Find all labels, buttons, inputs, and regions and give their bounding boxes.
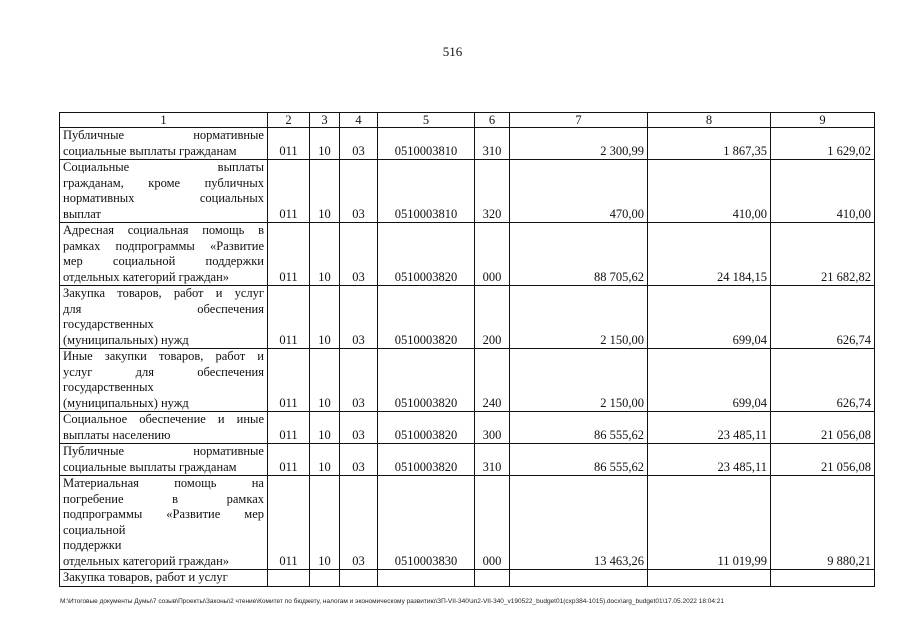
cell-c4: 03 [340, 412, 378, 444]
column-header: 9 [771, 113, 875, 128]
cell-c9: 21 682,82 [771, 223, 875, 286]
cell-c3: 10 [310, 349, 340, 412]
cell-c7: 13 463,26 [510, 476, 648, 570]
row-name-line: гражданам, кроме публичных [63, 175, 264, 190]
row-name-line: социальной [63, 522, 126, 537]
cell-c6: 310 [475, 128, 510, 160]
cell-c3 [310, 570, 340, 587]
row-name-cell [60, 128, 268, 160]
cell-c8: 23 485,11 [648, 444, 771, 476]
row-name-line: для обеспечения [63, 301, 264, 316]
row-name-line: государственных [63, 380, 154, 394]
cell-c6: 000 [475, 476, 510, 570]
column-header: 1 [60, 113, 268, 128]
cell-c7: 2 150,00 [510, 349, 648, 412]
cell-c7: 2 150,00 [510, 286, 648, 349]
cell-c9: 1 629,02 [771, 128, 875, 160]
row-name-line: Социальные выплаты [63, 160, 264, 174]
column-header: 8 [648, 113, 771, 128]
cell-c9: 626,74 [771, 286, 875, 349]
column-header: 3 [310, 113, 340, 128]
cell-c2: 011 [268, 223, 310, 286]
row-name-line: Закупка товаров, работ и услуг [63, 570, 228, 584]
cell-c8: 24 184,15 [648, 223, 771, 286]
row-name-line: Материальная помощь на [63, 476, 264, 490]
cell-c4: 03 [340, 444, 378, 476]
cell-c6: 000 [475, 223, 510, 286]
cell-c5: 0510003820 [378, 412, 475, 444]
cell-c8: 410,00 [648, 160, 771, 223]
row-name-line: поддержки [63, 538, 122, 552]
cell-c9: 410,00 [771, 160, 875, 223]
row-name-line: услуг для обеспечения [63, 364, 264, 379]
row-name-cell [60, 444, 268, 476]
cell-c6: 240 [475, 349, 510, 412]
cell-c2: 011 [268, 444, 310, 476]
cell-c8: 1 867,35 [648, 128, 771, 160]
row-name-cell [60, 412, 268, 444]
row-name-line: рамках подпрограммы «Развитие [63, 238, 264, 253]
cell-c5: 0510003820 [378, 223, 475, 286]
row-name-cell [60, 286, 268, 349]
cell-c9: 9 880,21 [771, 476, 875, 570]
table-row [60, 286, 875, 349]
cell-c9: 21 056,08 [771, 412, 875, 444]
cell-c4: 03 [340, 349, 378, 412]
cell-c5: 0510003820 [378, 444, 475, 476]
row-name-line: погребение в рамках [63, 491, 264, 506]
cell-c9: 626,74 [771, 349, 875, 412]
table-row [60, 128, 875, 160]
cell-c3: 10 [310, 476, 340, 570]
cell-c4: 03 [340, 128, 378, 160]
cell-c6: 310 [475, 444, 510, 476]
table-row [60, 476, 875, 570]
cell-c5: 0510003810 [378, 128, 475, 160]
table-row [60, 160, 875, 223]
cell-c6 [475, 570, 510, 587]
cell-c6: 320 [475, 160, 510, 223]
cell-c4: 03 [340, 286, 378, 349]
cell-c9 [771, 570, 875, 587]
cell-c4: 03 [340, 160, 378, 223]
row-name-cell [60, 570, 268, 587]
table-row [60, 444, 875, 476]
cell-c3: 10 [310, 128, 340, 160]
cell-c7: 88 705,62 [510, 223, 648, 286]
cell-c3: 10 [310, 286, 340, 349]
cell-c3: 10 [310, 412, 340, 444]
row-name-line: Публичные нормативные [63, 128, 264, 142]
cell-c3: 10 [310, 160, 340, 223]
row-name-line: социальные выплаты гражданам [63, 459, 237, 474]
cell-c8 [648, 570, 771, 587]
row-name-line: нормативных социальных [63, 191, 264, 205]
cell-c4 [340, 570, 378, 587]
row-name-cell [60, 349, 268, 412]
cell-c4: 03 [340, 476, 378, 570]
row-name-line: (муниципальных) нужд [63, 395, 189, 410]
cell-c9: 21 056,08 [771, 444, 875, 476]
cell-c5: 0510003830 [378, 476, 475, 570]
table-row [60, 223, 875, 286]
cell-c7 [510, 570, 648, 587]
budget-table [59, 112, 875, 587]
header-row [60, 113, 875, 128]
row-name-cell [60, 223, 268, 286]
table-row [60, 570, 875, 587]
table-row [60, 349, 875, 412]
cell-c2: 011 [268, 412, 310, 444]
row-name-line: Закупка товаров, работ и услуг [63, 286, 264, 300]
cell-c8: 23 485,11 [648, 412, 771, 444]
row-name-line: мер социальной поддержки [63, 254, 264, 268]
cell-c5: 0510003820 [378, 286, 475, 349]
column-header: 5 [378, 113, 475, 128]
cell-c5: 0510003810 [378, 160, 475, 223]
row-name-line: отдельных категорий граждан» [63, 553, 230, 568]
cell-c7: 470,00 [510, 160, 648, 223]
row-name-line: социальные выплаты гражданам [63, 143, 237, 158]
row-name-line: Адресная социальная помощь в [63, 223, 264, 237]
cell-c8: 699,04 [648, 286, 771, 349]
row-name-line: Публичные нормативные [63, 444, 264, 458]
row-name-line: государственных [63, 317, 154, 331]
cell-c6: 200 [475, 286, 510, 349]
cell-c2: 011 [268, 128, 310, 160]
cell-c7: 86 555,62 [510, 444, 648, 476]
row-name-line: (муниципальных) нужд [63, 332, 189, 347]
row-name-line: отдельных категорий граждан» [63, 269, 230, 284]
cell-c7: 2 300,99 [510, 128, 648, 160]
row-name-line: подпрограммы «Развитие мер [63, 507, 264, 521]
row-name-line: Социальное обеспечение и иные [63, 412, 264, 426]
cell-c5 [378, 570, 475, 587]
column-header: 7 [510, 113, 648, 128]
table-row [60, 412, 875, 444]
row-name-line: Иные закупки товаров, работ и [63, 349, 264, 363]
cell-c3: 10 [310, 444, 340, 476]
cell-c2: 011 [268, 160, 310, 223]
cell-c3: 10 [310, 223, 340, 286]
column-header: 2 [268, 113, 310, 128]
cell-c2: 011 [268, 349, 310, 412]
cell-c2: 011 [268, 476, 310, 570]
row-name-line: выплаты населению [63, 427, 171, 442]
row-name-cell [60, 160, 268, 223]
column-header: 6 [475, 113, 510, 128]
row-name-cell [60, 476, 268, 570]
column-header: 4 [340, 113, 378, 128]
row-name-line: выплат [63, 206, 101, 221]
cell-c5: 0510003820 [378, 349, 475, 412]
file-path-footer: M:\Итоговые документы Думы\7 созыв\Проекты\Законы\2 чтение\Комитет по бюджету, налогам и экономическому развитию\ЗП-VII-340\зп2-VII-340_v190522_budget01(cxp384-1015).docx\arg_budget01\17.05.2022 18:04:21 [60, 598, 725, 605]
cell-c6: 300 [475, 412, 510, 444]
cell-c2 [268, 570, 310, 587]
page-number: 516 [442, 44, 463, 59]
cell-c4: 03 [340, 223, 378, 286]
cell-c2: 011 [268, 286, 310, 349]
cell-c8: 699,04 [648, 349, 771, 412]
cell-c8: 11 019,99 [648, 476, 771, 570]
cell-c7: 86 555,62 [510, 412, 648, 444]
